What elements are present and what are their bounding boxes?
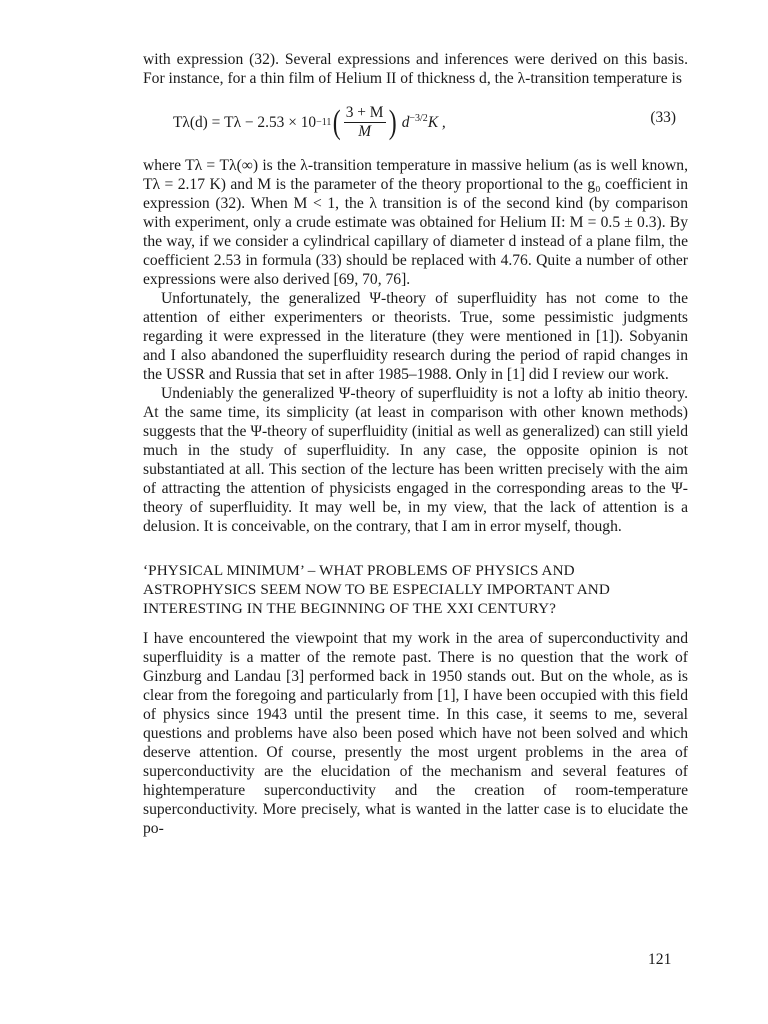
equation-body: Tλ(d) = Tλ − 2.53 × 10 −11 ( $\frac{3 + M}{M}$ ) $d^{-3/2}K$ , <box>173 103 446 141</box>
equation-tail-exponent: −3/2 <box>409 112 428 124</box>
page-body <box>143 50 688 838</box>
section-heading: ‘PHYSICAL MINIMUM’ – WHAT PROBLEMS OF PHYSICS AND ASTROPHYSICS SEEM NOW TO BE ESPECIALLY IMPORTANT AND INTERESTING IN THE BEGINNING OF THE XXI CENTURY? <box>143 562 610 617</box>
paragraph-3: Unfortunately, the generalized Ψ-theory of superfluidity has not come to the attention of either experimenters or theorists. True, some pessimistic judgments regarding it were expressed in the literature (they were mentioned in [1]). Sobyanin and I also abandoned the superfluidity research during the period of rapid changes in the USSR and Russia that set in after 1985–1988. Only in [1] did I review our work. <box>143 290 688 383</box>
equation-fraction <box>344 104 386 141</box>
paragraph-5: I have encountered the viewpoint that my work in the area of superconductivity and superfluidity is a matter of the remote past. There is no question that the work of Ginzburg and Landau [3] performed back in 1950 stands out. But on the whole, as is clear from the foregoing and particularly from [1], I have been occupied with this field of physics since 1943 until the present time. In this case, it seems to me, several questions and problems have also been posed which have not been solved and which deserve attention. Of course, presently the most urgent problems in the area of superconductivity are the elucidation of the mechanism and several features of hightemperature superconductivity and the creation of room-temperature superconductivity. More precisely, what is wanted in the latter case is to elucidate the po- <box>143 630 688 837</box>
left-paren: ( <box>333 103 342 141</box>
paragraph-4: Undeniably the generalized Ψ-theory of superfluidity is not a lofty ab initio theory. At the same time, its simplicity (at least in comparison with other known methods) suggests that the Ψ-theory of superfluidity (initial as well as generalized) can still yield much in the study of superfluidity. In any case, the opposite opinion is not substantiated at all. This section of the lecture has been written precisely with the aim of attracting the attention of physicists engaged in the corresponding areas to the Ψ-theory of superfluidity. It may well be, in my view, that the lack of attention is a delusion. It is conceivable, on the contrary, that I am in error myself, though. <box>143 385 688 535</box>
equation-number: (33) <box>650 109 676 126</box>
fraction-denominator: M <box>358 123 372 140</box>
page-number: 121 <box>648 951 672 968</box>
equation-tail: d <box>401 114 410 131</box>
equation-lhs: Tλ(d) = Tλ − 2.53 × 10 <box>173 114 317 131</box>
equation-33 <box>143 94 688 150</box>
fraction-numerator: 3 + M <box>345 104 384 121</box>
equation-unit: K , <box>427 114 446 131</box>
paragraph-2: where Tλ = Tλ(∞) is the λ-transition temperature in massive helium (as is well known, Tλ = 2.17 K) and M is the parameter of the theory proportional to the g₀ coefficient in expression (32). When M < 1, the λ transition is of the second kind (by comparison with experiment, only a crude estimate was obtained for Helium II: M = 0.5 ± 0.3). By the way, if we consider a cylindrical capillary of diameter d instead of a plane film, the coefficient 2.53 in formula (33) should be replaced with 4.76. Quite a number of other expressions were also derived [69, 70, 76]. <box>143 157 688 288</box>
right-paren: ) <box>388 103 397 141</box>
paragraph-1: with expression (32). Several expressions and inferences were derived on this basis. For instance, for a thin film of Helium II of thickness d, the λ-transition temperature is <box>143 51 688 87</box>
